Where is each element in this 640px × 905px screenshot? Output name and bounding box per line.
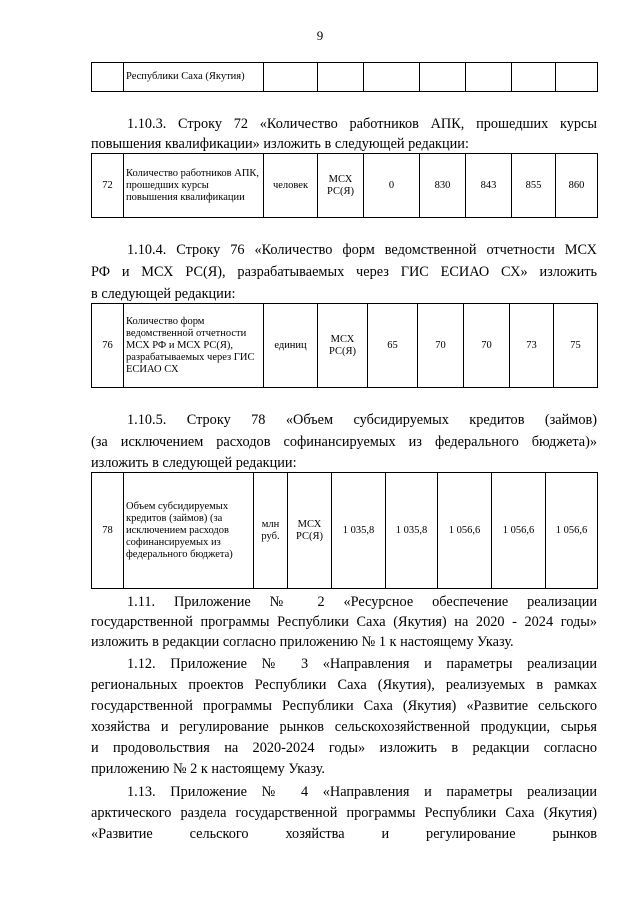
table-row [92,154,598,218]
unit-cell: человек [264,154,318,218]
paragraph-1-10-4: 1.10.4. Строку 76 «Количество форм ведомственной отчетности МСХ [127,242,597,258]
value-cell: 73 [510,304,554,388]
row-number: 72 [92,154,124,218]
value-cell: 1 056,6 [438,473,492,589]
value-cell: 70 [464,304,510,388]
indicator-name: Количество форм ведомственной отчетности МСХ РФ и МСХ РС(Я), разрабатываемых через ГИС ЕСИАО СХ [124,304,264,388]
responsible-cell: МСХ РС(Я) [318,154,364,218]
table-row-76 [91,303,597,388]
indicator-name: Объем субсидируемых кредитов (займов) (за исключением расходов софинансируемых из федерального бюджета) [124,473,254,589]
value-cell: 1 056,6 [492,473,546,589]
value-cell: 1 035,8 [332,473,386,589]
responsible-cell: МСХ РС(Я) [318,304,368,388]
value-cell: 855 [512,154,556,218]
row-number: 78 [92,473,124,589]
table-fragment-top [91,62,597,92]
value-cell: 843 [466,154,512,218]
paragraph-1-11: 1.11. Приложение № 2 «Ресурсное обеспечение реализации [127,594,597,610]
value-cell: 65 [368,304,418,388]
value-cell: 70 [418,304,464,388]
unit-cell: единиц [264,304,318,388]
indicator-name: Количество работников АПК, прошедших курсы повышения квалификации [124,154,264,218]
value-cell: 860 [556,154,598,218]
table-row [92,304,598,388]
indicator-name: Республики Саха (Якутия) [124,63,264,92]
responsible-cell: МСХ РС(Я) [288,473,332,589]
paragraph-1-10-3: 1.10.3. Строку 72 «Количество работников АПК, прошедших курсы [127,116,597,132]
paragraph-1-12: 1.12. Приложение № 3 «Направления и параметры реализации [127,656,597,672]
table-row [92,473,598,589]
value-cell: 75 [554,304,598,388]
table-row-72 [91,153,597,218]
row-number: 76 [92,304,124,388]
table-row-78 [91,472,597,589]
table-row [92,63,598,92]
value-cell: 830 [420,154,466,218]
value-cell: 1 056,6 [546,473,598,589]
unit-cell: млн руб. [254,473,288,589]
value-cell: 0 [364,154,420,218]
paragraph-1-10-5: 1.10.5. Строку 78 «Объем субсидируемых кредитов (займов) [127,412,597,428]
paragraph-1-13: 1.13. Приложение № 4 «Направления и параметры реализации [127,784,597,800]
page-number: 9 [316,28,324,43]
value-cell: 1 035,8 [386,473,438,589]
